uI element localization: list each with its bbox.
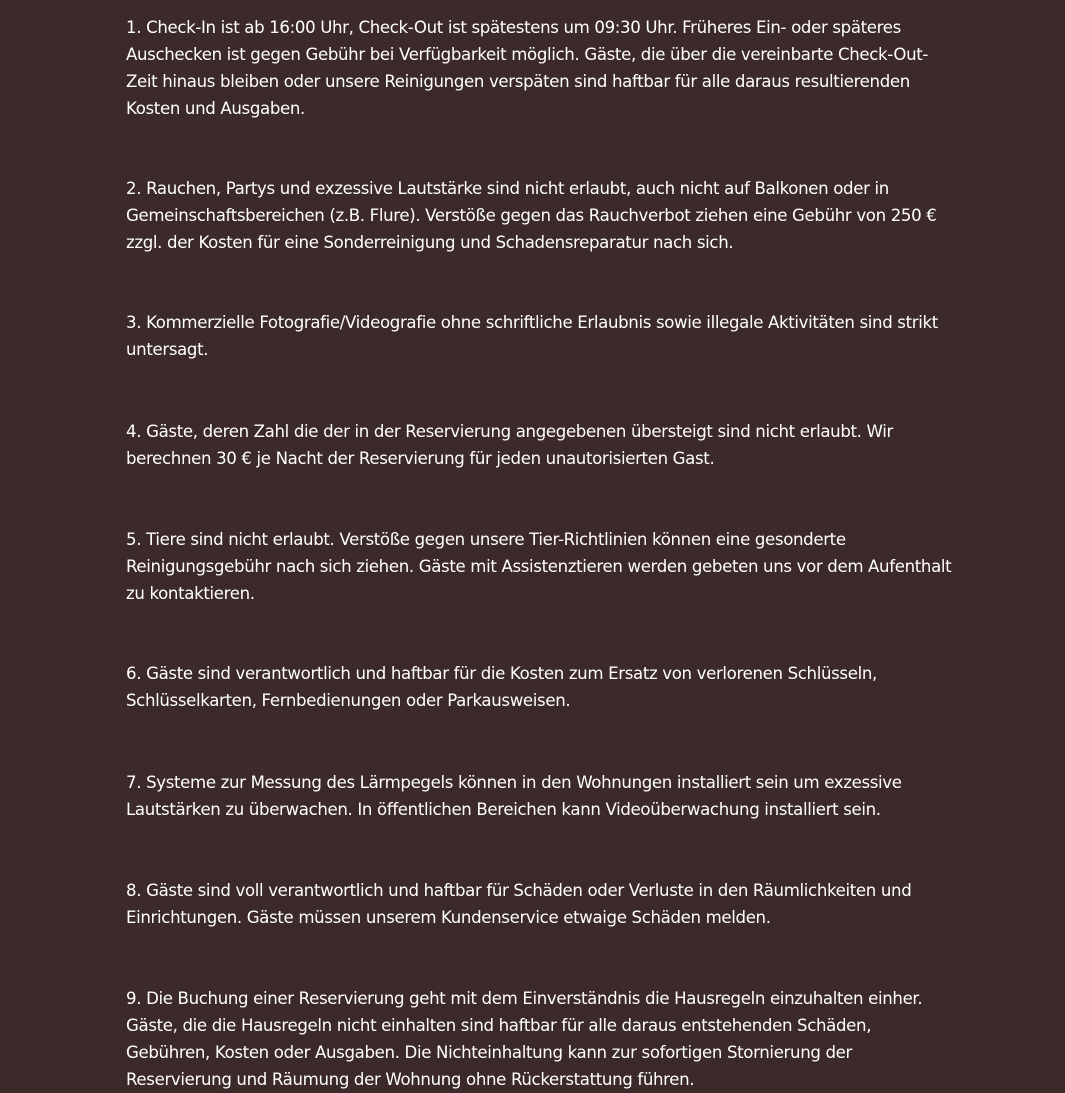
house-rule-5 bbox=[126, 526, 956, 607]
rule-text: Die Buchung einer Reservierung geht mit dem Einverständnis die Hausregeln einzuhalten einher. Gäste, die die Hausregeln nicht einhalten sind haftbar für alle daraus entstehenden Schäden, Gebühren, Kosten oder Ausgaben. Die Nichteinhaltung kann zur sofortigen Stornierung der Reservierung und Räumung der Wohnung ohne Rückerstattung führen. bbox=[126, 989, 923, 1089]
rule-number: 2. bbox=[126, 179, 142, 198]
house-rule-9 bbox=[126, 985, 956, 1093]
house-rule-1 bbox=[126, 14, 956, 122]
rule-number: 1. bbox=[126, 18, 142, 37]
rule-text: Rauchen, Partys und exzessive Lautstärke sind nicht erlaubt, auch nicht auf Balkonen oder in Gemeinschaftsbereichen (z.B. Flure). Verstöße gegen das Rauchverbot ziehen eine Gebühr von 250 € zzgl. der Kosten für eine Sonderreinigung und Schadensreparatur nach sich. bbox=[126, 179, 937, 252]
rule-number: 3. bbox=[126, 313, 142, 332]
rule-text: Check-In ist ab 16:00 Uhr, Check-Out ist spätestens um 09:30 Uhr. Früheres Ein- oder späteres Auschecken ist gegen Gebühr bei Verfügbarkeit möglich. Gäste, die über die vereinbarte Check-Out-Zeit hinaus bleiben oder unsere Reinigungen verspäten sind haftbar für alle daraus resultierenden Kosten und Ausgaben. bbox=[126, 18, 929, 118]
house-rule-3 bbox=[126, 309, 956, 363]
house-rule-7 bbox=[126, 769, 956, 823]
rule-number: 7. bbox=[126, 773, 142, 792]
rule-number: 8. bbox=[126, 881, 142, 900]
house-rule-2 bbox=[126, 175, 956, 256]
rule-text: Gäste sind verantwortlich und haftbar für die Kosten zum Ersatz von verlorenen Schlüsseln, Schlüsselkarten, Fernbedienungen oder Parkausweisen. bbox=[126, 664, 877, 710]
rule-text: Gäste, deren Zahl die der in der Reservierung angegebenen übersteigt sind nicht erlaubt. Wir berechnen 30 € je Nacht der Reservierung für jeden unautorisierten Gast. bbox=[126, 422, 893, 468]
rule-number: 6. bbox=[126, 664, 142, 683]
rule-number: 5. bbox=[126, 530, 142, 549]
rule-text: Gäste sind voll verantwortlich und haftbar für Schäden oder Verluste in den Räumlichkeiten und Einrichtungen. Gäste müssen unserem Kundenservice etwaige Schäden melden. bbox=[126, 881, 912, 927]
house-rule-6 bbox=[126, 660, 956, 714]
rule-number: 9. bbox=[126, 989, 142, 1008]
rule-text: Tiere sind nicht erlaubt. Verstöße gegen unsere Tier-Richtlinien können eine gesonderte Reinigungsgebühr nach sich ziehen. Gäste mit Assistenztieren werden gebeten uns vor dem Aufenthalt zu kontaktieren. bbox=[126, 530, 952, 603]
house-rule-8 bbox=[126, 877, 956, 931]
rule-number: 4. bbox=[126, 422, 142, 441]
house-rule-4 bbox=[126, 418, 956, 472]
rule-text: Systeme zur Messung des Lärmpegels können in den Wohnungen installiert sein um exzessive Lautstärken zu überwachen. In öffentlichen Bereichen kann Videoüberwachung installiert sein. bbox=[126, 773, 902, 819]
rule-text: Kommerzielle Fotografie/Videografie ohne schriftliche Erlaubnis sowie illegale Aktivitäten sind strikt untersagt. bbox=[126, 313, 938, 359]
